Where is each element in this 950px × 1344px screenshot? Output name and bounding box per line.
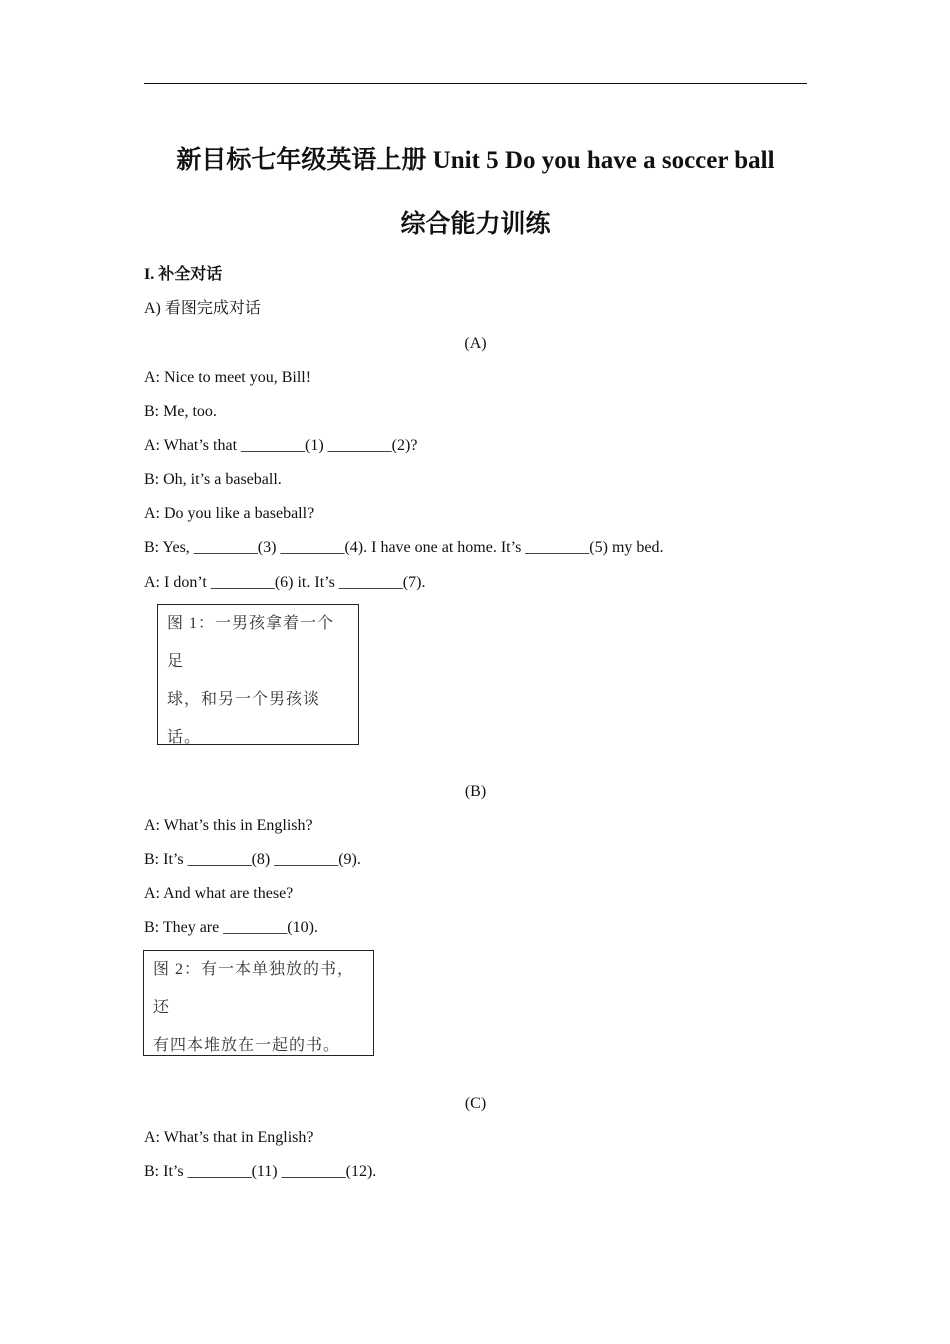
- dialog-c-label: (C): [464, 1095, 487, 1112]
- section-heading: I. 补全对话: [144, 266, 223, 283]
- document-subtitle: 综合能力训练: [400, 211, 551, 238]
- header-rule: [144, 83, 807, 84]
- dialog-line: B: Me, too.: [144, 403, 217, 420]
- dialog-a-label: (A): [464, 335, 487, 352]
- dialog-line: A: Nice to meet you, Bill!: [144, 369, 312, 386]
- dialog-line: A: What’s that in English?: [144, 1129, 314, 1146]
- figure-2-caption-line2: 有四本堆放在一起的书。: [153, 1037, 341, 1054]
- dialog-line: B: It’s ________(8) ________(9).: [144, 851, 361, 868]
- dialog-line: B: Oh, it’s a baseball.: [144, 471, 282, 488]
- dialog-line: A: What’s this in English?: [144, 817, 313, 834]
- figure-1-caption-line2: 球，和另一个男孩谈话。: [167, 691, 321, 746]
- dialog-line: B: Yes, ________(3) ________(4). I have one at home. It’s ________(5) my bed.: [144, 539, 664, 556]
- dialog-line: A: Do you like a baseball?: [144, 505, 315, 522]
- dialog-line: A: And what are these?: [144, 885, 294, 902]
- figure-2-box: [143, 950, 374, 1056]
- dialog-line: B: It’s ________(11) ________(12).: [144, 1163, 377, 1180]
- figure-2-caption-line1: 图 2：有一本单独放的书，还: [153, 961, 355, 1016]
- figure-1-caption-line1: 图 1：一男孩拿着一个足: [167, 615, 335, 670]
- dialog-line: B: They are ________(10).: [144, 919, 318, 936]
- figure-1-box: [157, 604, 359, 745]
- dialog-line: A: I don’t ________(6) it. It’s ________(7).: [144, 574, 426, 591]
- dialog-line: A: What’s that ________(1) ________(2)?: [144, 437, 418, 454]
- document-title: 新目标七年级英语上册 Unit 5 Do you have a soccer ball: [176, 147, 775, 174]
- sub-heading: A) 看图完成对话: [144, 300, 261, 317]
- dialog-b-label: (B): [464, 783, 487, 800]
